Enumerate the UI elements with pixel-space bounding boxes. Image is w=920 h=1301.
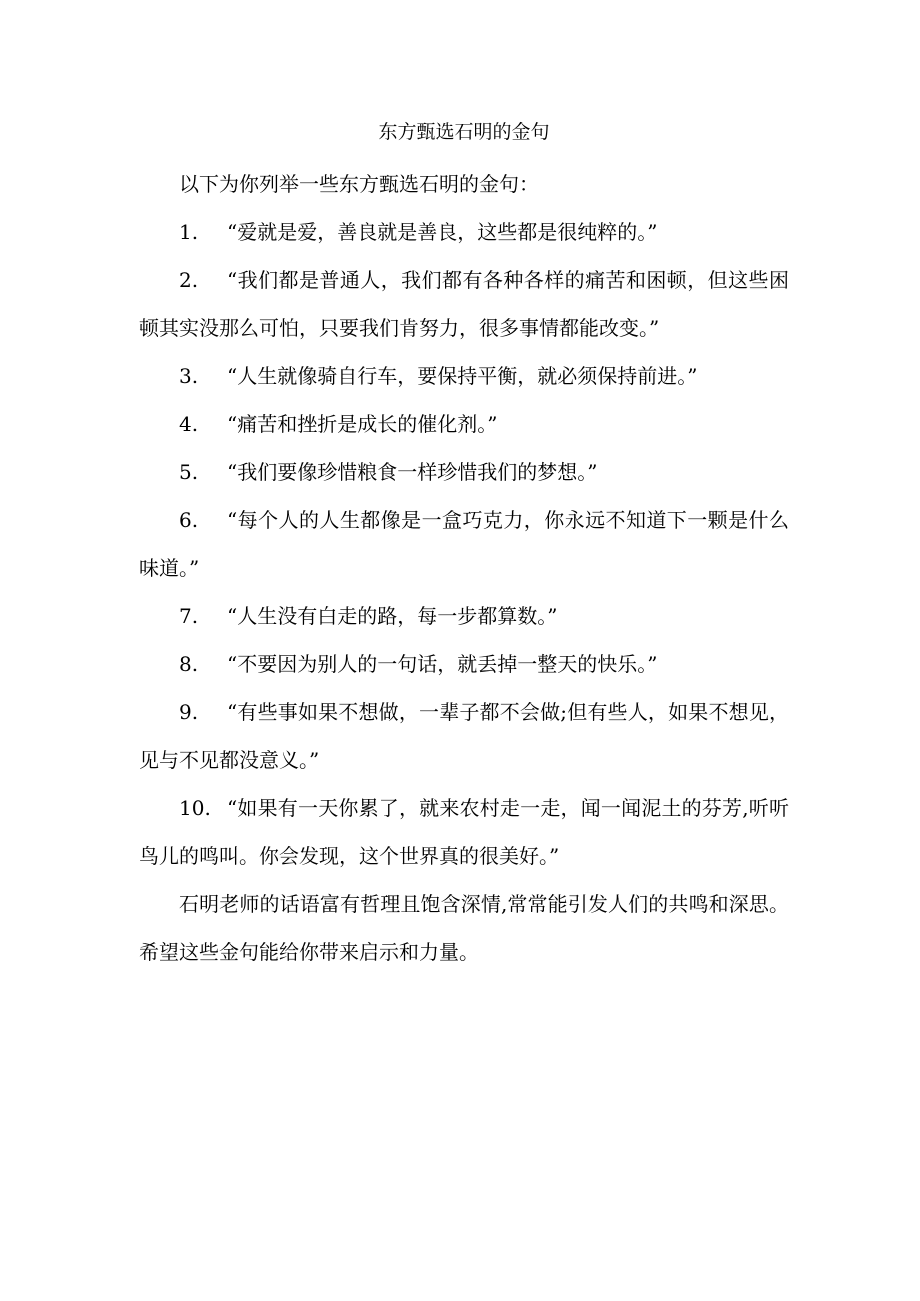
document-title: 东方甄选石明的金句 <box>378 121 550 143</box>
quote-text: “人生就像骑自行车，要保持平衡，就必须保持前进。” <box>227 364 698 388</box>
intro-paragraph: 以下为你列举一些东方甄选石明的金句： <box>179 172 539 196</box>
quote-number: 2. <box>179 268 199 292</box>
quote-item-6 <box>139 496 789 592</box>
quote-text: “人生没有白走的路，每一步都算数。” <box>227 604 558 628</box>
quote-item-1 <box>139 208 789 256</box>
quote-number: 8. <box>179 652 199 676</box>
quote-number: 9. <box>179 700 199 724</box>
quote-number: 6. <box>179 508 199 532</box>
quote-item-3 <box>139 352 789 400</box>
quote-text: “有些事如果不想做，一辈子都不会做;但有些人，如果不想见，见与不见都没意义。” <box>139 700 789 772</box>
quote-item-5 <box>139 448 789 496</box>
quote-text: “爱就是爱，善良就是善良，这些都是很纯粹的。” <box>227 220 658 244</box>
quote-text: “每个人的人生都像是一盒巧克力，你永远不知道下一颗是什么味道。” <box>139 508 789 580</box>
quote-item-4 <box>139 400 789 448</box>
quote-text: “如果有一天你累了，就来农村走一走，闻一闻泥土的芬芳,听听鸟儿的鸣叫。你会发现，这个世界真的很美好。” <box>139 796 789 868</box>
quote-number: 10. <box>179 796 211 820</box>
quote-item-7 <box>139 592 789 640</box>
quote-item-9 <box>139 688 789 784</box>
closing-paragraph: 石明老师的话语富有哲理且饱含深情,常常能引发人们的共鸣和深思。希望这些金句能给你带来启示和力量。 <box>139 892 789 964</box>
quote-number: 4. <box>179 412 199 436</box>
quote-text: “我们要像珍惜粮食一样珍惜我们的梦想。” <box>227 460 598 484</box>
quote-text: “我们都是普通人，我们都有各种各样的痛苦和困顿，但这些困顿其实没那么可怕，只要我们肯努力，很多事情都能改变。” <box>139 268 789 340</box>
document-body <box>139 112 789 976</box>
quote-text: “痛苦和挫折是成长的催化剂。” <box>227 412 498 436</box>
quote-number: 3. <box>179 364 199 388</box>
quote-number: 1. <box>179 220 199 244</box>
quote-number: 5. <box>179 460 199 484</box>
quote-text: “不要因为别人的一句话，就丢掉一整天的快乐。” <box>227 652 658 676</box>
quote-item-10 <box>139 784 789 880</box>
quote-number: 7. <box>179 604 199 628</box>
quote-item-2 <box>139 256 789 352</box>
quote-item-8 <box>139 640 789 688</box>
